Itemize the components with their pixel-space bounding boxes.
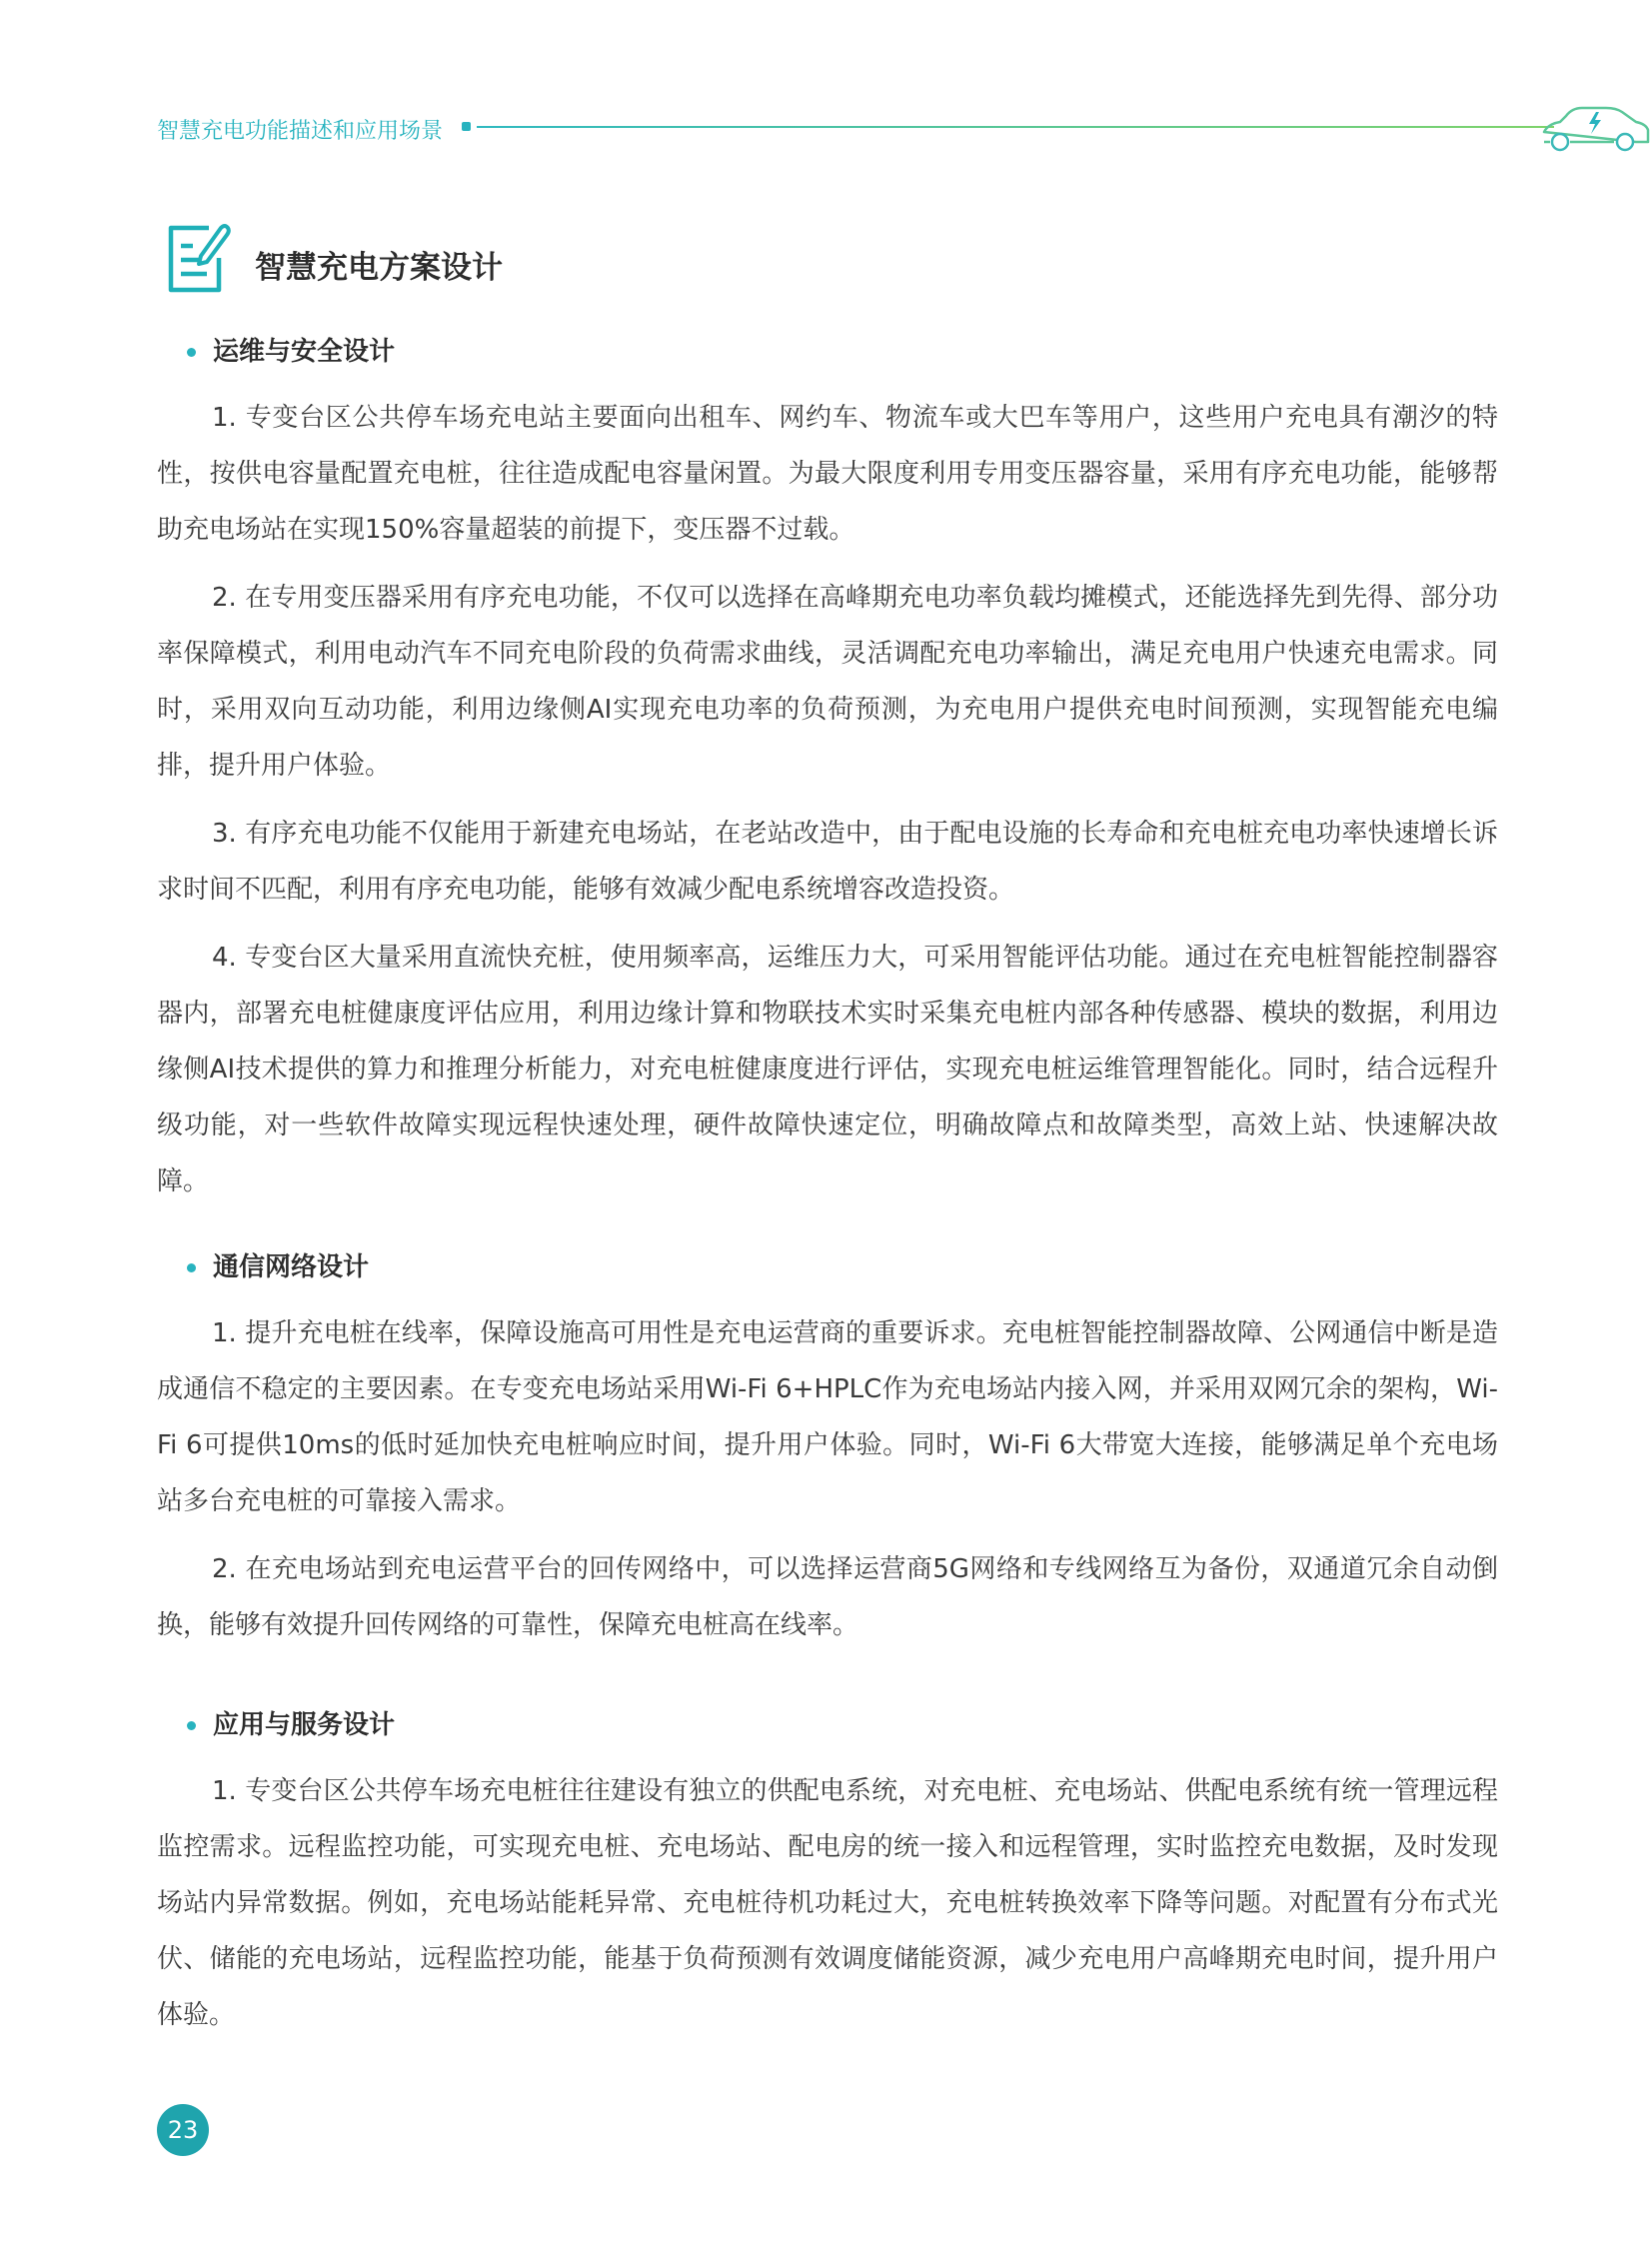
paragraph: 2. 在充电场站到充电运营平台的回传网络中，可以选择运营商5G网络和专线网络互为备份，双通道冗余自动倒换，能够有效提升回传网络的可靠性，保障充电桩高在线率。 [157, 1554, 1498, 1640]
electric-car-icon [1536, 102, 1652, 158]
paragraph: 2. 在专用变压器采用有序充电功能，不仅可以选择在高峰期充电功率负载均摊模式，还能选择先到先得、部分功率保障模式，利用电动汽车不同充电阶段的负荷需求曲线，灵活调配充电功率输出，满足充电用户快速充电需求。同时，采用双向互动功能，利用边缘侧AI实现充电功率的负荷预测，为充电用户提供充电时间预测，实现智能充电编排，提升用户体验。 [157, 583, 1498, 781]
page-number: 23 [157, 2104, 209, 2156]
paragraph: 1. 专变台区公共停车场充电站主要面向出租车、网约车、物流车或大巴车等用户，这些用户充电具有潮汐的特性，按供电容量配置充电桩，往往造成配电容量闲置。为最大限度利用专用变压器容量，采用有序充电功能，能够帮助充电场站在实现150%容量超装的前提下，变压器不过载。 [157, 403, 1498, 545]
paragraph: 3. 有序充电功能不仅能用于新建充电场站，在老站改造中，由于配电设施的长寿命和充电桩充电功率快速增长诉求时间不匹配，利用有序充电功能，能够有效减少配电系统增容改造投资。 [157, 819, 1498, 905]
paragraph: 1. 提升充电桩在线率，保障设施高可用性是充电运营商的重要诉求。充电桩智能控制器故障、公网通信中断是造成通信不稳定的主要因素。在专变充电场站采用Wi-Fi 6+HPLC作为充电场站内接入网，并采用双网冗余的架构，Wi-Fi 6可提供10ms的低时延加快充电桩响应时间，提升用户体验。同时，Wi-Fi 6大带宽大连接，能够满足单个充电场站多台充电桩的可靠接入需求。 [157, 1318, 1498, 1516]
page-header [157, 108, 1498, 148]
header-marker [462, 122, 471, 131]
subsection-title: 应用与服务设计 [213, 1710, 396, 1740]
paragraph: 1. 专变台区公共停车场充电桩往往建设有独立的供配电系统，对充电桩、充电场站、供配电系统有统一管理远程监控需求。远程监控功能，可实现充电桩、充电场站、配电房的统一接入和远程管理，实时监控充电数据，及时发现场站内异常数据。例如，充电场站能耗异常、充电桩待机功耗过大，充电桩转换效率下降等问题。对配置有分布式光伏、储能的充电场站，远程监控功能，能基于负荷预测有效调度储能资源，减少充电用户高峰期充电时间，提升用户体验。 [157, 1776, 1498, 2030]
subsection-heading [157, 334, 1498, 370]
bullet-dot [187, 348, 196, 357]
subsection-network [157, 1249, 1498, 1665]
subsection-title: 运维与安全设计 [213, 337, 396, 367]
header-title: 智慧充电功能描述和应用场景 [157, 119, 444, 144]
paragraph: 4. 专变台区大量采用直流快充桩，使用频率高，运维压力大，可采用智能评估功能。通过在充电桩智能控制器容器内，部署充电桩健康度评估应用，利用边缘计算和物联技术实时采集充电桩内部各种传感器、模块的数据，利用边缘侧AI技术提供的算力和推理分析能力，对充电桩健康度进行评估，实现充电桩运维管理智能化。同时，结合远程升级功能，对一些软件故障实现远程快速处理，硬件故障快速定位，明确故障点和故障类型，高效上站、快速解决故障。 [157, 943, 1498, 1196]
subsection-heading [157, 1249, 1498, 1285]
subsection-ops-security [157, 334, 1498, 1221]
bullet-dot [187, 1263, 196, 1272]
subsection-title: 通信网络设计 [213, 1252, 370, 1282]
bullet-dot [187, 1721, 196, 1730]
document-edit-icon [165, 222, 231, 296]
header-divider [477, 126, 1554, 128]
subsection-heading [157, 1707, 1498, 1743]
section-title: 智慧充电方案设计 [255, 250, 503, 286]
subsection-app-service [157, 1707, 1498, 2055]
